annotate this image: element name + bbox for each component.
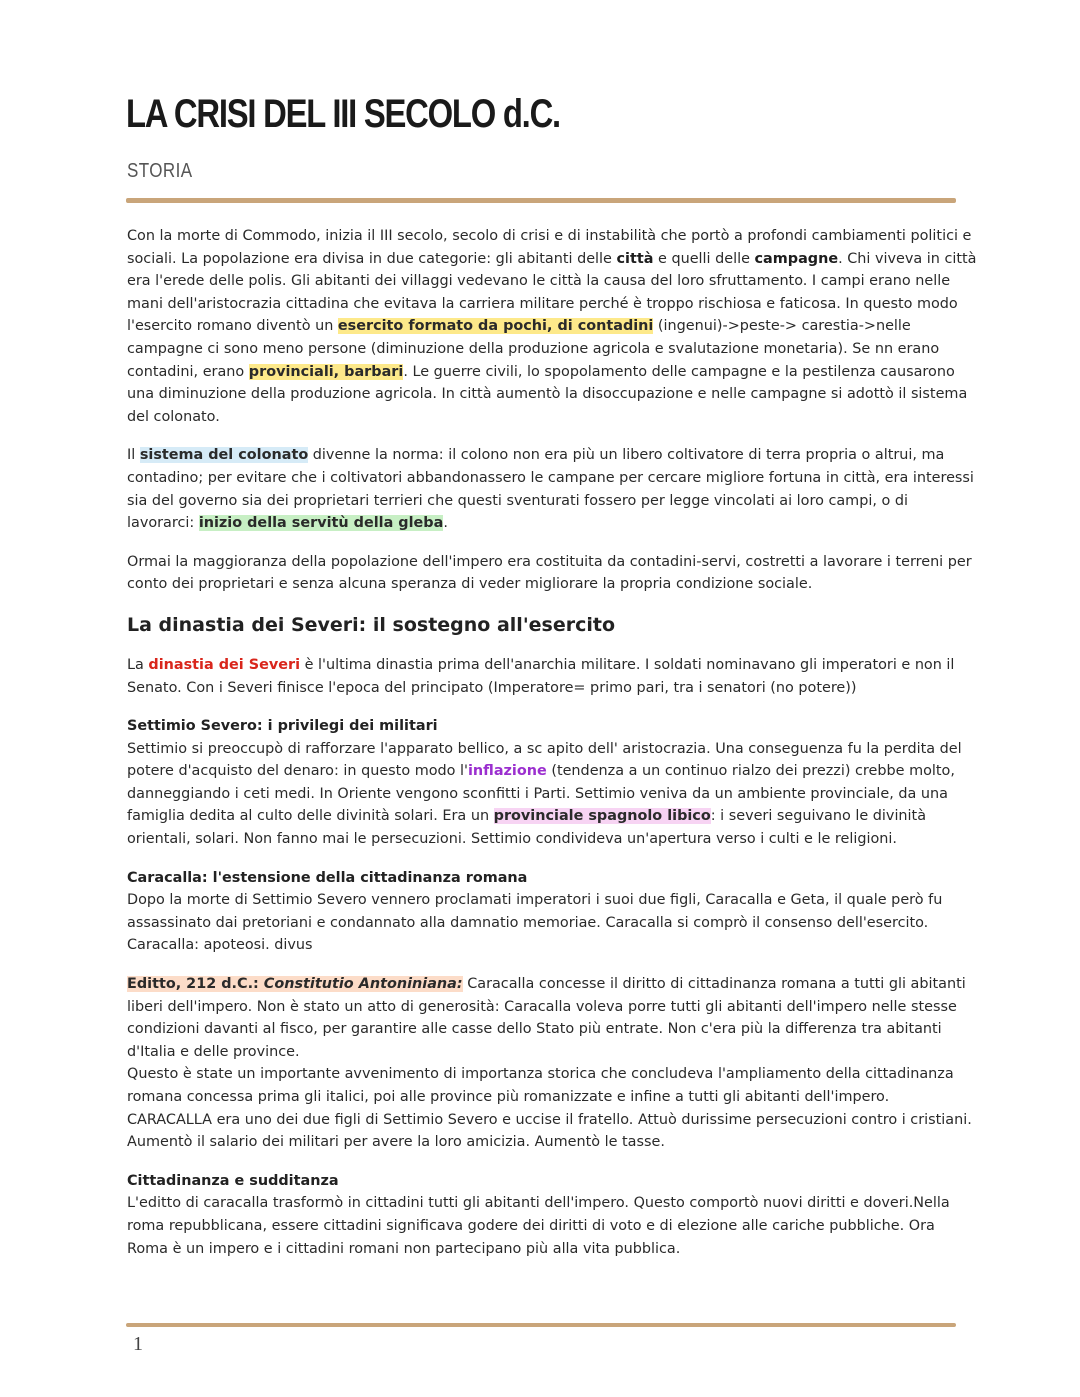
- highlight-editto: Editto, 212 d.C.: Constitutio Antoniniana:: [127, 976, 463, 993]
- severi-paragraph-1: La dinastia dei Severi è l'ultima dinastia prima dell'anarchia militare. I soldati nominavano gli imperatori e non il Senato. Con i Severi finisce l'epoca del principato (Imperatore= primo pari, tra i senatori (no potere)): [127, 656, 955, 696]
- highlight-esercito: esercito formato da pochi, di contadini: [337, 318, 654, 335]
- subheading-settimio: Settimio Severo: i privilegi dei militari: [127, 718, 438, 735]
- subheading-caracalla: Caracalla: l'estensione della cittadinanza romana: [127, 869, 528, 886]
- highlight-provinciali: provinciali, barbari: [248, 363, 404, 380]
- document-body: [127, 225, 977, 1276]
- highlight-provinciale-spagnolo: provinciale spagnolo libico: [493, 808, 711, 825]
- edict-paragraph: Editto, 212 d.C.: Constitutio Antoniniana: Caracalla concesse il diritto di cittadinanza romana a tutti gli abitanti liberi dell'impero. Non è stato un atto di generosità: Caracalla voleva porre tutti gli abitanti dell'impero nelle stesse condizioni davanti al fisco, per garantire alle casse dello Stato più entrate. Non c'era più la differenza tra abitanti d'Italia e delle province.: [127, 976, 966, 1060]
- keyword-campagne: campagne: [754, 250, 839, 267]
- page-subtitle: STORIA: [127, 160, 193, 182]
- footer-divider: [126, 1323, 956, 1327]
- keyword-citta: città: [616, 250, 654, 267]
- caracalla-paragraph: Dopo la morte di Settimio Severo vennero proclamati imperatori i suoi due figli, Caracalla e Geta, il quale però fu assassinato dai pretoriani e condannato alla damnatio memoriae. Caracalla si comprò il consenso dell'esercito. Caracalla: apoteosi. divus: [127, 892, 943, 954]
- citizenship-paragraph: L'editto di caracalla trasformò in cittadini tutti gli abitanti dell'impero. Questo comportò nuovi diritti e doveri.Nella roma repubblicana, essere cittadini significava godere dei diritti di voto e di elezione alle cariche pubbliche. Ora Roma è un impero e i cittadini romani non partecipano più alla vita pubblica.: [127, 1195, 950, 1257]
- highlight-gleba: inizio della servitù della gleba: [198, 515, 444, 532]
- edict-paragraph-2: Questo è state un importante avvenimento di importanza storica che concludeva l'ampliamento della cittadinanza romana concessa prima gli italici, poi alle province più romanizzate e infine a tutti gli abitanti dell'impero. CARACALLA era uno dei due figli di Settimio Severo e uccise il fratello. Attuò durissime persecuzioni contro i cristiani. Aumentò il salario dei militari per avere la loro amicizia. Aumentò le tasse.: [127, 1066, 972, 1151]
- settimio-paragraph: Settimio si preoccupò di rafforzare l'apparato bellico, a sc apito dell' aristocrazia. Una conseguenza fu la perdita del potere d'acquisto del denaro: in questo modo l'inflazione (tendenza a un continuo rialzo dei prezzi) crebbe molto, danneggiando i ceti medi. In Oriente vengono sconfitti i Parti. Settimio veniva da un ambiente provinciale, da una famiglia dedita al culto delle divinità solari. Era un provinciale spagnolo libico: i severi seguivano le divinità orientali, solari. Non fanno mai le persecuzioni. Settimio condivideva un'apertura verso i culti e le religioni.: [127, 740, 962, 848]
- intro-paragraph-3: Ormai la maggioranza della popolazione dell'impero era costituita da contadini-servi, costretti a lavorare i terreni per conto dei proprietari e senza alcuna speranza di veder migliorare la propria condizione sociale.: [127, 553, 972, 593]
- intro-paragraph-2: Il sistema del colonato divenne la norma: il colono non era più un libero coltivatore di terra propria o altrui, ma contadino; per evitare che i coltivatori abbandonassero le campane per cercare migliore fortuna in città, era interessi sia del governo sia dei proprietari terrieri che questi sventurati fossero per legge vincolati ai loro campi, o di lavorarci: inizio della servitù della gleba.: [127, 447, 974, 532]
- keyword-dinastia-severi: dinastia dei Severi: [148, 656, 301, 673]
- intro-paragraph-1: Con la morte di Commodo, inizia il III secolo, secolo di crisi e di instabilità che portò a profondi cambiamenti politici e sociali. La popolazione era divisa in due categorie: gli abitanti delle città e quelli delle campagne. Chi viveva in città era l'erede delle polis. Gli abitanti dei villaggi vedevano le città la causa del loro sfruttamento. I campi erano nelle mani dell'aristocrazia cittadina che evitava la carriera militare perché è troppo rischiosa e faticosa. In questo modo l'esercito romano diventò un esercito formato da pochi, di contadini (ingenui)->peste-> carestia->nelle campagne ci sono meno persone (diminuzione della produzione agricola e svalutazione monetaria). Se nn erano contadini, erano provinciali, barbari. Le guerre civili, lo spopolamento delle campagne e la pestilenza causarono una diminuzione della produzione agricola. In città aumentò la disoccupazione e nelle campagne si adottò il sistema del colonato.: [127, 228, 977, 425]
- highlight-colonato: sistema del colonato: [139, 447, 309, 464]
- header-divider: [126, 198, 956, 203]
- page-title: LA CRISI DEL III SECOLO d.C.: [126, 92, 560, 136]
- section-heading-severi: La dinastia dei Severi: il sostegno all'esercito: [127, 613, 615, 636]
- keyword-inflazione: inflazione: [467, 763, 547, 780]
- subheading-cittadinanza: Cittadinanza e sudditanza: [127, 1172, 339, 1189]
- page-number: 1: [133, 1333, 143, 1355]
